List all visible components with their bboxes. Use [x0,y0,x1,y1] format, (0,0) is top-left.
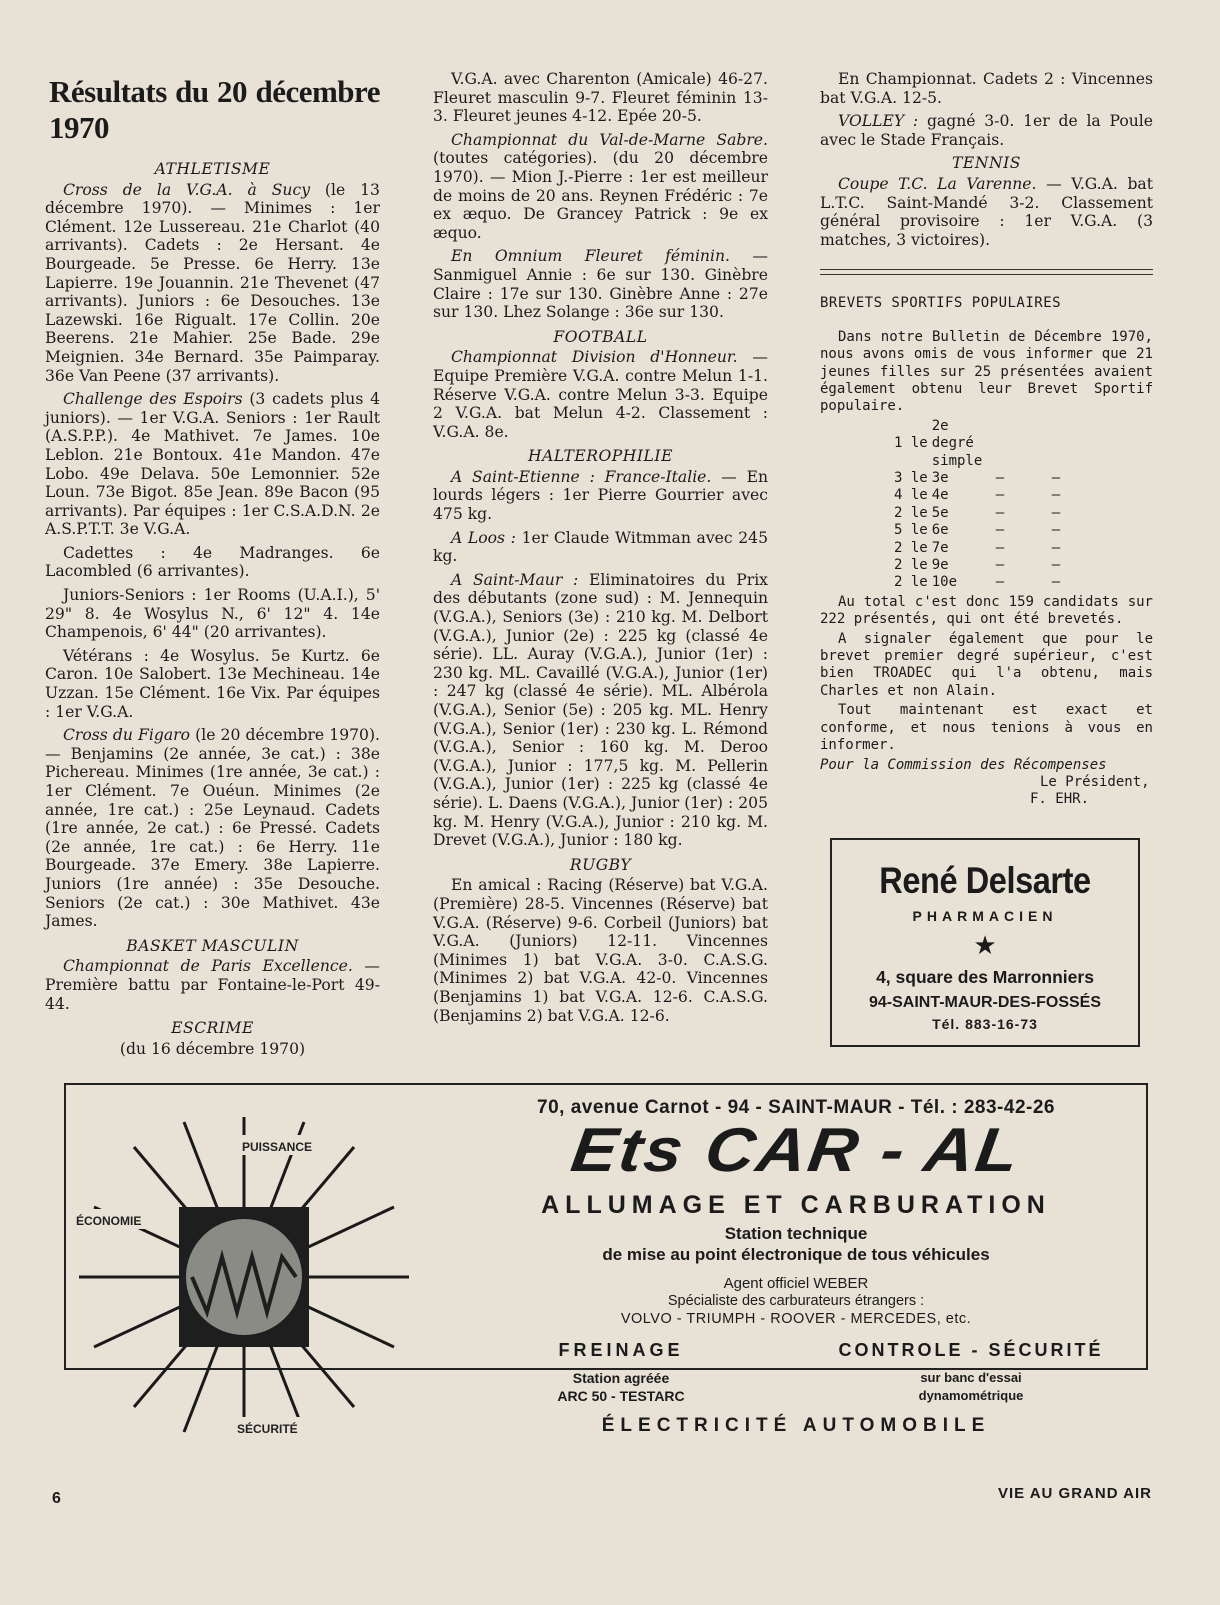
pharmacist-name: René Delsarte [879,860,1091,901]
degree-degree: 2e degré simple [931,417,983,469]
paragraph [433,247,768,321]
degree-dash2: — [1051,522,1061,539]
escrime-date: (du 16 décembre 1970) [119,1039,306,1058]
degree-row [894,470,1108,487]
degree-dash1: — [995,557,1005,574]
degree-degree: 4e [931,487,949,504]
pharmacist-profession: PHARMACIEN [912,908,1058,924]
logo-label-securite: SÉCURITÉ [237,1422,298,1436]
pharmacy-ad [830,838,1140,1047]
garage-agent: Agent officiel WEBER [723,1275,869,1292]
paragraph: Vétérans : 4e Wosylus. 5e Kurtz. 6e Caron. 10e Salobert. 13e Mechineau. 14e Uzzan. 15e Clément. 16e Vix. Par équipes : 1er V.G.A. [45,646,380,721]
paragraph [45,726,380,931]
paragraph-text: — En lourds légers : 1er Pierre Gourrier avec 475 kg. [433,467,768,524]
degree-row [894,522,1108,539]
event-name: VOLLEY : [838,112,919,131]
paragraph [45,957,380,1013]
garage-specialist: Spécialiste des carburateurs étrangers : [667,1293,925,1309]
event-name: Championnat Division d'Honneur. [451,348,738,367]
section-heading-football: FOOTBALL [553,327,648,346]
degree-dash2: — [1051,470,1061,486]
event-name: Championnat du Val-de-Marne Sabre. [451,130,768,149]
degree-count: 1 le [894,435,928,452]
degree-degree: 3e [931,470,949,486]
controle-sub2: dynamométrique [918,1388,1024,1403]
degree-dash2: — [1051,557,1061,574]
degree-count: 2 le [894,557,928,574]
paragraph-text: (le 20 décembre 1970). — Benjamins (2e année, 3e cat.) : 38e Pichereau. Minimes (1re année, 3e cat.) : 1er Clément. 7e Ouéun. Minimes (2e année, 1re cat.) : 25e Leynaud. Cadets (1re année, 2e cat.) : 6e Pressé. Cadets (2e année, 1re cat.) : 6e Herry. 11e Bourgeade. 37e Emery. 38e Lapierre. Juniors (1re année) : 35e Desouche. Seniors (2e cat.) : 30e Mathivet. 43e James. [45,726,380,931]
brevets-title: BREVETS SPORTIFS POPULAIRES [820,295,1062,312]
column-3 [820,70,1153,809]
degree-row [894,557,1108,574]
degree-degree: 6e [931,522,949,539]
degree-dash1: — [995,487,1005,504]
degree-dash2: — [1051,574,1061,591]
page-number: 6 [52,1490,61,1507]
degree-dash1: — [995,539,1005,556]
signature [820,757,1153,809]
garage-headline: ALLUMAGE ET CARBURATION [541,1191,1051,1219]
event-name: A Saint-Etienne : France-Italie. [451,467,712,486]
paragraph-text: Eliminatoires du Prix des débutants (zone sud) : M. Jennequin (V.G.A.), Seniors (3e) : 210 kg. M. Delbort (V.G.A.), Junior (2e) : 225 kg (classé 4e série). LL. Auray (V.G.A.), Junior (1er) : 230 kg. ML. Cavaillé (V.G.A.), Junior (1er) : 247 kg (classé 4e série). ML. Albérola (V.G.A.), Senior (5e) : 205 kg. ML. Henry (V.G.A.), Senior (1er) : 230 kg. L. Rémond (V.G.A.), Senior : 160 kg. M. Deroo (V.G.A.), Junior : 177,5 kg. M. Pellerin (V.G.A.), Junior (1er) : 225 kg (classé 4e série). L. Daens (V.G.A.), Junior (1er) : 205 kg. M. Henry (V.G.A.), Junior : 210 kg. M. Drevet (V.G.A.), Junior : 180 kg. [433,570,768,850]
paragraph: Au total c'est donc 159 candidats sur 222 présentés, qui ont été brevetés. [820,593,1153,628]
event-name: Coupe T.C. La Varenne. [838,174,1037,193]
degree-count: 2 le [894,504,928,521]
degree-count: 2 le [894,539,928,556]
pharmacy-phone: Tél. 883-16-73 [932,1016,1038,1032]
paragraph-text: — Première battu par Fontaine-le-Port 49-44. [45,957,380,1013]
brevets-section [820,295,1153,808]
paragraph-text: gagné 3-0. 1er de la Poule avec le Stade Français. [820,112,1153,149]
paragraph: A signaler également que pour le brevet premier degré supérieur, c'est bien TROADEC qui l'a obtenu, mais Charles et non Alain. [820,630,1153,699]
divider [820,269,1153,270]
paragraph [433,348,768,441]
paragraph [433,131,768,243]
controle-sub: sur banc d'essai [920,1370,1022,1385]
paragraph [45,181,380,386]
paragraph [820,112,1153,149]
freinage-heading: FREINAGE [558,1340,684,1360]
paragraph-text: (3 cadets plus 4 juniors). — 1er V.G.A. Seniors : 1er Rault (A.S.P.P.). 4e Mathivet. 7e James. 10e Leblon. 21e Bontoux. 41e Mandon. 47e Lobo. 49e Delava. 50e Lemonnier. 52e Loun. 73e Bigot. 85e Jean. 89e Bacon (95 arrivants). Par équipes : 1er C.S.A.D.N. 2e A.S.P.T.T. 3e V.G.A. [45,390,380,539]
degree-dash1: — [995,470,1005,486]
degree-table [894,418,1108,592]
freinage-station: Station agréée [572,1370,670,1386]
event-name: Cross du Figaro [63,726,190,745]
degree-row [894,487,1108,504]
garage-station-line1: Station technique [724,1224,868,1243]
paragraph: Dans notre Bulletin de Décembre 1970, nous avons omis de vous informer que 21 jeunes filles sur 25 présentées avaient également obtenu leur Brevet Sportif populaire. [820,328,1153,415]
pharmacy-address: 4, square des Marronniers [876,967,1094,987]
article-title: Résultats du 20 décembre 1970 [49,74,380,145]
paragraph: V.G.A. avec Charenton (Amicale) 46-27. Fleuret masculin 9-7. Fleuret féminin 13-3. Fleuret jeunes 4-12. Epée 20-5. [433,70,768,126]
garage-brand: Ets CAR - AL [567,1116,1025,1185]
section-heading-escrime: ESCRIME [171,1019,254,1038]
degree-row [894,418,1108,470]
paragraph [45,390,380,539]
paragraph: Cadettes : 4e Madranges. 6e Lacombled (6 arrivantes). [45,543,380,581]
degree-row [894,540,1108,557]
column-1 [45,68,380,1063]
degree-row [894,505,1108,522]
paragraph-text: — V.G.A. bat L.T.C. Saint-Mandé 3-2. Classement général provisoire : 1er V.G.A. (3 matches, 3 victoires). [820,174,1153,249]
event-name: Cross de la V.G.A. à Sucy [63,180,310,199]
degree-dash2: — [1051,539,1061,556]
freinage-models: ARC 50 - TESTARC [557,1388,685,1404]
garage-station-line2: de mise au point électronique de tous véhicules [602,1245,990,1264]
degree-count: 4 le [894,487,928,504]
pharmacy-city: 94-SAINT-MAUR-DES-FOSSÉS [868,994,1102,1011]
paragraph [433,529,768,566]
paragraph-text: (toutes catégories). (du 20 décembre 1970). — Mion J.-Pierre : 1er est meilleur de moins de 20 ans. Reynen Frédéric : 7e ex æquo. De Grancey Patrick : 9e ex æquo. [433,149,768,242]
garage-brands: VOLVO - TRIUMPH - ROOVER - MERCEDES, etc. [620,1311,972,1327]
event-name: En Omnium Fleuret féminin. [451,247,730,266]
paragraph [433,468,768,524]
degree-dash1 [996,418,1052,470]
section-heading-halterophilie: HALTEROPHILIE [528,447,673,466]
sun-logo [74,1107,414,1447]
section-heading-athletisme: ATHLETISME [154,160,271,178]
degree-row [894,574,1108,591]
degree-dash2: — [1051,487,1061,504]
paragraph: Juniors-Seniors : 1er Rooms (U.A.I.), 5' 29" 8. 4e Wosylus N., 6' 12" 4. 14e Champenois, 6' 44" (20 arrivantes). [45,586,380,642]
controle-heading: CONTROLE - SÉCURITÉ [838,1340,1104,1360]
paragraph-text: (le 13 décembre 1970). — Minimes : 1er Clément. 12e Lussereau. 21e Charlot (40 arrivants). Cadets : 2e Hersant. 4e Bourgeade. 5e Presse. 6e Herry. 13e Lapierre. 19e Jouannin. 21e Thevenet (47 arrivants). Juniors : 6e Desouches. 13e Lazewski. 16e Rigualt. 17e Collin. 20e Beerens. 21e Mahier. 25e Bade. 29e Meignien. 34e Bernard. 35e Paimparay. 36e Van Peene (37 arrivants). [45,180,380,385]
degree-count: 3 le [894,470,928,486]
degree-count: 2 le [894,574,928,591]
paragraph [820,175,1153,249]
paragraph-text: — Sanmiguel Annie : 6e sur 130. Ginèbre Claire : 17e sur 130. Ginèbre Anne : 27e sur 130. Lhez Solange : 36e sur 130. [433,247,768,322]
event-name: Championnat de Paris Excellence. [63,957,353,976]
event-name: A Loos : [451,528,516,547]
garage-electricite: ÉLECTRICITÉ AUTOMOBILE [601,1415,991,1436]
column-2 [433,70,768,1030]
logo-label-economie: ÉCONOMIE [76,1214,142,1228]
garage-address: 70, avenue Carnot - 94 - SAINT-MAUR - Tél. : 283-42-26 [537,1097,1055,1118]
degree-degree: 7e [931,539,949,556]
degree-degree: 10e [931,574,958,591]
degree-dash2 [1052,418,1108,470]
paragraph: Tout maintenant est exact et conforme, et nous tenions à vous en informer. [820,702,1153,754]
signature-for: Pour la Commission des Récompenses [820,756,1107,773]
magazine-title-footer: VIE AU GRAND AIR [997,1485,1152,1502]
event-name: Challenge des Espoirs [63,390,243,409]
paragraph-text: 1er Claude Witmman avec 245 kg. [433,528,768,566]
degree-dash2: — [1051,504,1061,521]
section-heading-tennis: TENNIS [952,154,1021,173]
paragraph: En Championnat. Cadets 2 : Vincennes bat V.G.A. 12-5. [820,70,1153,107]
divider [820,274,1153,275]
event-name: A Saint-Maur : [451,570,579,589]
section-heading-basket: BASKET MASCULIN [126,936,299,955]
paragraph: En amical : Racing (Réserve) bat V.G.A. (Première) 28-5. Vincennes (Réserve) bat V.G.A. (Réserve) 9-6. Corbeil (Juniors) bat V.G.A. (Juniors) 12-11. Vincennes (Minimes 1) bat V.G.A. 3-0. C.A.S.G. (Minimes 2) bat V.G.A. 42-0. Vincennes (Benjamins 1) bat V.G.A. 12-6. C.A.S.G. (Benjamins 2) bat V.G.A. 12-6. [433,876,768,1025]
signature-name: F. EHR. [1030,791,1090,808]
degree-count: 5 le [894,522,928,539]
paragraph-text: — Equipe Première V.G.A. contre Melun 1-1. Réserve V.G.A. contre Melun 3-3. Equipe 2 V.G.A. bat Melun 4-2. Classement : V.G.A. 8e. [433,348,768,441]
degree-dash1: — [995,522,1005,539]
star-icon: ★ [973,930,997,960]
section-heading-rugby: RUGBY [569,855,632,874]
degree-degree: 5e [931,504,949,521]
signature-role: Le Président, [1040,773,1150,790]
logo-label-puissance: PUISSANCE [242,1140,313,1154]
garage-ad [64,1083,1148,1436]
paragraph [433,571,768,850]
degree-dash1: — [995,574,1005,591]
degree-degree: 9e [931,557,949,574]
degree-dash1: — [995,504,1005,521]
